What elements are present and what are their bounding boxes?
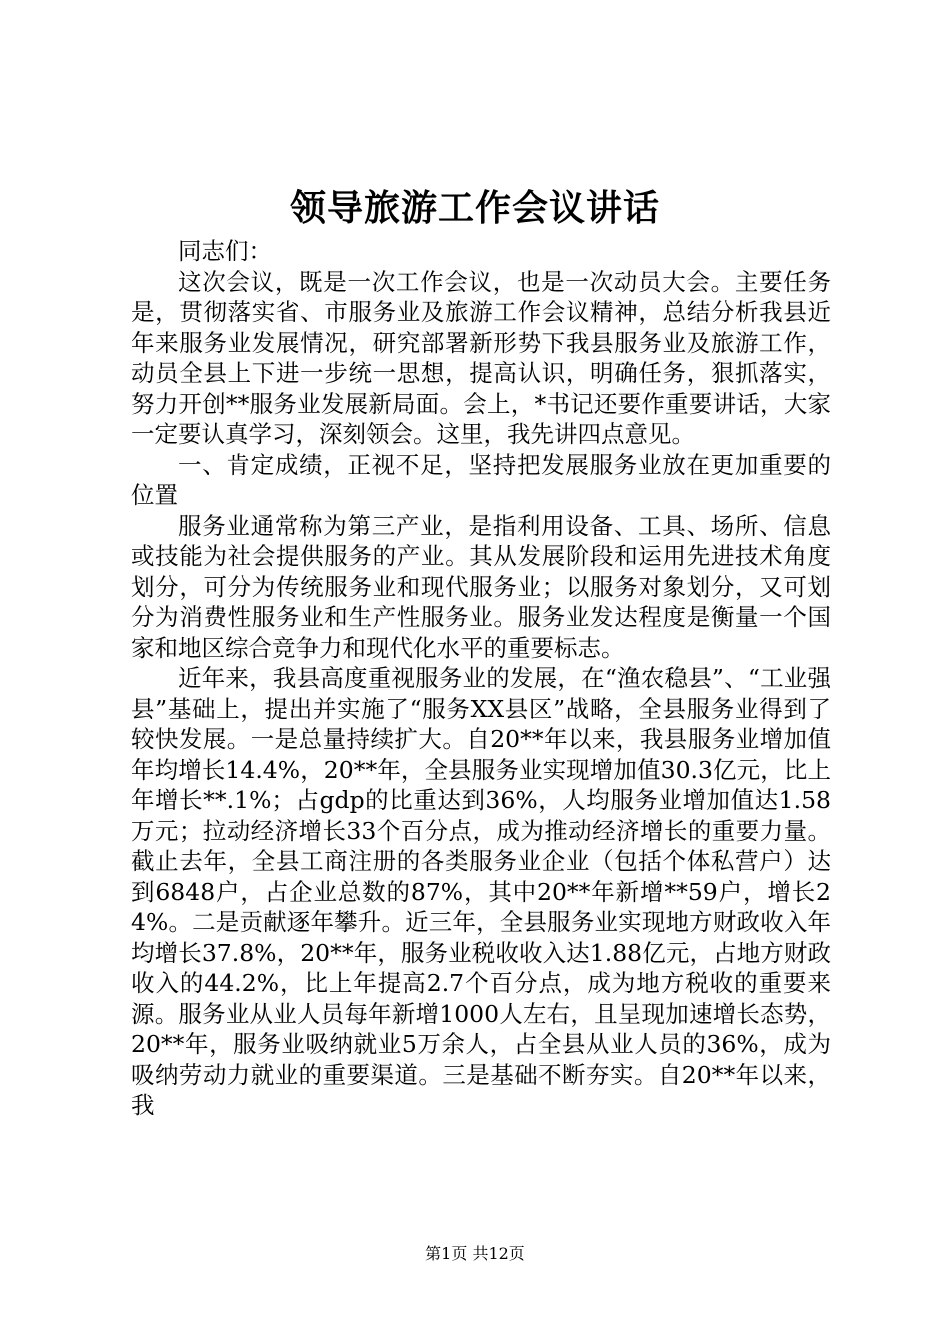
section-heading-1: 一、肯定成绩，正视不足，坚持把发展服务业放在更加重要的位置 xyxy=(131,450,831,509)
definition-paragraph: 服务业通常称为第三产业，是指利用设备、工具、场所、信息或技能为社会提供服务的产业。其从发展阶段和运用先进技术角度划分，可分为传统服务业和现代服务业；以服务对象划分，又可划分为消费性服务业和生产性服务业。服务业发达程度是衡量一个国家和地区综合竞争力和现代化水平的重要标志。 xyxy=(131,511,831,662)
achievements-paragraph: 近年来，我县高度重视服务业的发展，在“渔农稳县”、“工业强县”基础上，提出并实施了“服务XX县区”战略，全县服务业得到了较快发展。一是总量持续扩大。自20**年以来，我县服务业增加值年均增长14.4%，20**年，全县服务业实现增加值30.3亿元，比上年增长**.1%；占gdp的比重达到36%，人均服务业增加值达1.58万元；拉动经济增长33个百分点，成为推动经济增长的重要力量。截止去年，全县工商注册的各类服务业企业（包括个体私营户）达到6848户，占企业总数的87%，其中20**年新增**59户，增长24%。二是贡献逐年攀升。近三年，全县服务业实现地方财政收入年均增长37.8%，20**年，服务业税收收入达1.88亿元，占地方财政收入的44.2%，比上年提高2.7个百分点，成为地方税收的重要来源。服务业从业人员每年新增1000人左右，且呈现加速增长态势，20**年，服务业吸纳就业5万余人，占全县从业人员的36%，成为吸纳劳动力就业的重要渠道。三是基础不断夯实。自20**年以来，我 xyxy=(131,664,831,1119)
page-number-footer: 第1页 共12页 xyxy=(425,1244,525,1263)
document-body xyxy=(131,236,831,1121)
intro-paragraph: 这次会议，既是一次工作会议，也是一次动员大会。主要任务是，贯彻落实省、市服务业及旅游工作会议精神，总结分析我县近年来服务业发展情况，研究部署新形势下我县服务业及旅游工作，动员全县上下进一步统一思想，提高认识，明确任务，狠抓落实，努力开创**服务业发展新局面。会上，*书记还要作重要讲话，大家一定要认真学习，深刻领会。这里，我先讲四点意见。 xyxy=(131,267,831,448)
page-title: 领导旅游工作会议讲话 xyxy=(289,187,660,229)
greeting-paragraph: 同志们： xyxy=(178,237,272,265)
